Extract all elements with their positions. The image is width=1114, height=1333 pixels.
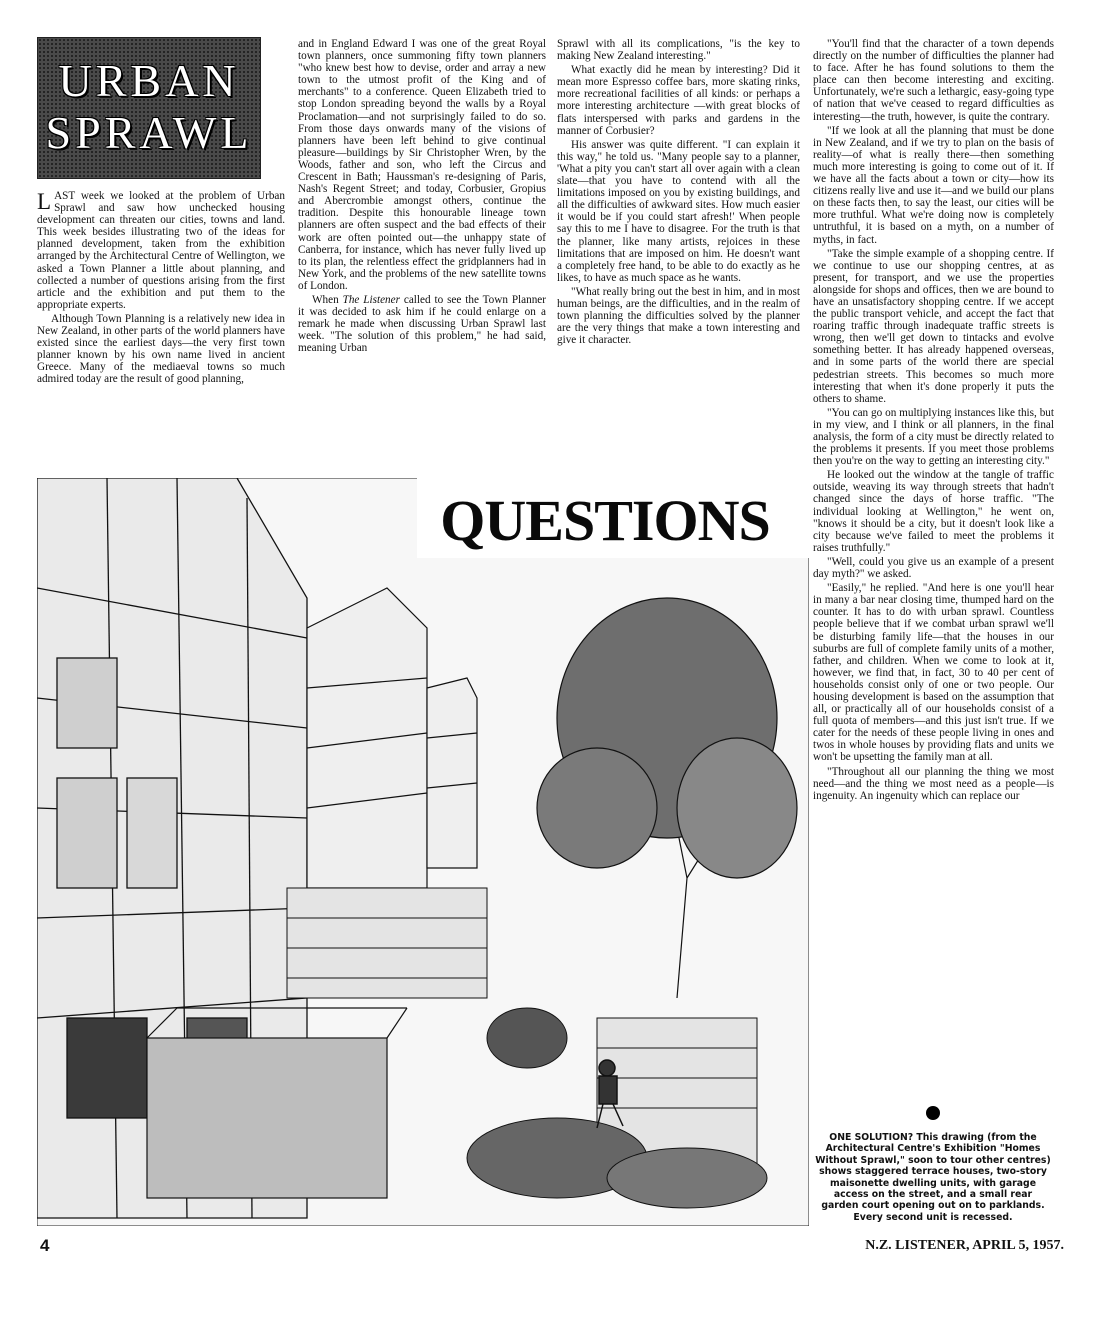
col3-paragraph-3: His answer was quite different. "I can explain it this way," he told us. "Many people say to a planner, 'What a pity you can't start all over again with a clean slate—that you have to contend with all the limitations imposed on you by existing buildings, and all the difficulties of awkward sites. How much easier it would be if you could start afresh!' When people say this to me I have to disagree. For the truth is that the planner, like many artists, rejoices in these limitations that are imposed on him. He doesn't want a completely free hand, to be able to do exactly as he likes, to have as much space as he wants.	[557, 138, 800, 284]
title-line-1: URBAN	[58, 55, 240, 106]
col1-paragraph-2: Although Town Planning is a relatively new idea in New Zealand, in other parts of the world planners have existed since the earliest days—the very first town planner known by his own name lived in ancient Greece. Many of the mediaeval towns so much admired today are the result of good planning,	[37, 312, 285, 386]
title-block	[37, 37, 261, 179]
col4-paragraph-5: He looked out the window at the tangle of traffic outside, weaving its way through streets that hadn't changed since the days of horse traffic. "The individual looking at Wellington," he went on, "knows it should be a city, but it doesn't look like a city because we've failed to meet the problems it raises truthfully."	[813, 469, 1054, 554]
column-3	[557, 38, 800, 474]
title-line-2: SPRAWL	[45, 107, 253, 158]
col3-paragraph-1: Sprawl with all its complications, "is the key to making New Zealand interesting."	[557, 38, 800, 63]
col4-paragraph-4: "You can go on multiplying instances like this, but in my view, and I think or all planners, in the final analysis, the form of a city must be directly related to the problems it presents. If you meet those problems then you're on the way to getting an interesting city."	[813, 406, 1054, 468]
page-number: 4	[40, 1236, 50, 1255]
column-4	[813, 38, 1054, 1100]
column-2	[298, 38, 546, 474]
publication-footer: N.Z. LISTENER, APRIL 5, 1957.	[865, 1238, 1064, 1253]
col4-paragraph-2: "If we look at all the planning that must be done in New Zealand, and if we try to plan on the basis of reality—of what is really there—then something much more interesting is going to come out of it. If we have all the facts about a town or city—how its citizens really live and use it—and we build our plans on these facts then, to say the least, our cities will be more truthful. What we're doing now is completely untruthful, it is based on a myth, on a number of myths, in fact.	[813, 124, 1054, 246]
terrace-houses-illustration	[37, 478, 809, 1226]
col4-paragraph-7: "Easily," he replied. "And here is one you'll hear in many a bar near closing time, thumped hard on the counter. It has to do with urban sprawl. Countless people believe that if we combat urban sprawl we'll be disturbing family life—that the houses in our suburbs are full of complete family units of a mother, father, and children. When we come to look at it, however, we find that, in fact, 30 to 40 per cent of households consist only of one or two people. Our housing development is based on the assumption that all, or practically all of our households consist of a full quota of members—and this just isn't true. If we cater for the needs of these people living in ones and twos in whole houses by providing flats and units we won't be upsetting the family man at all.	[813, 582, 1054, 764]
col3-paragraph-2: What exactly did he mean by interesting? Did it mean more Espresso coffee bars, more skating rinks, more recreational facilities of all kinds: or perhaps a more interesting architecture —with great blocks of flats interspersed with parks and gardens in the manner of Corbusier?	[557, 64, 800, 137]
col4-paragraph-1: "You'll find that the character of a town depends directly on the number of difficulties the planner had to face. After he has found solutions to them the place can then become interesting and exciting. Unfortunately, we're such a lethargic, easy-going type of nation that we've ceased to regard difficulties as interesting—the truth, however, is quite the contrary.	[813, 38, 1054, 123]
col4-paragraph-8: "Throughout all our planning the thing we most need—and the thing we most need as a people—is ingenuity. An ingenuity which can replace our	[813, 765, 1054, 802]
drop-cap: L	[37, 190, 52, 214]
col2-paragraph-2: When The Listener called to see the Town Planner it was decided to ask him if he could enlarge on a remark he made when discussing Urban Sprawl last week. "The solution of this problem," he had said, meaning Urban	[298, 293, 546, 355]
headline: QUESTIONS	[440, 488, 770, 553]
col4-paragraph-3: "Take the simple example of a shopping centre. If we continue to use our shopping centres, at as present, for transport, and we use the properties alongside for shops and offices, then we are bound to have an unsatisfactory shopping centre. If we accept the public transport vehicle, and accept the fact that roaring traffic through inadequate traffic streets is wrong, then we'll get down to tintacks and evolve something better. It has already happened overseas, and in some parts of the world there are special pedestrian streets. This becomes so much more interesting that when it's done properly it puts the others to shame.	[813, 247, 1054, 405]
column-1	[37, 190, 285, 480]
illustration-caption: ONE SOLUTION? This drawing (from the Architectural Centre's Exhibition "Homes Without Sprawl," soon to tour other centres) shows staggered terrace houses, two-story maisonette dwelling units, with garage access on the street, and a small rear garden court opening out on to parklands. Every second unit is recessed.	[815, 1132, 1051, 1223]
col3-paragraph-4: "What really bring out the best in him, and in most human beings, are the difficulties, and in the realm of town planning the difficulties solved by the planner are the very things that make a town interesting and give it character.	[557, 285, 800, 347]
bullet-dot-icon	[926, 1106, 940, 1120]
col4-paragraph-6: "Well, could you give us an example of a present day myth?" we asked.	[813, 555, 1054, 581]
col2-paragraph-1: and in England Edward I was one of the great Royal town planners, once summoning fifty town planners "who knew best how to devise, order and array a new town to the utmost profit of the King and of merchants" to a conference. Queen Elizabeth tried to stop London spreading beyond the walls by a Royal Proclamation—and not surprisingly failed to do so. From those days onwards many of the visions of planners have been left behind to give continual pleasure—buildings by Sir Christopher Wren, by the Woods, father and son, who left the Circus and Crescent in Bath; Haussman's re-designing of Paris, Nash's Regent Street; and today, Corbusier, Gropius and Abercrombie amongst others, continue the tradition. Despite this honourable lineage town planners are often suspect and the bad effects of their work are often pointed out—the unhappy state of Canberra, for instance, which has never fully lived up to its plan, the relentless effect the gridplanners had in New York, and the problems of the new satellite towns of London.	[298, 38, 546, 292]
col1-paragraph-1: LAST week we looked at the problem of Urban Sprawl and saw how unchecked housing development can threaten our cities, towns and land. This week besides illustrating two of the ideas for planned development, taken from the exhibition arranged by the Architectural Centre of Wellington, we asked a Town Planner a little about planning, and collected a number of questions arising from the first article and the exhibition and put them to the appropriate experts.	[37, 190, 285, 311]
